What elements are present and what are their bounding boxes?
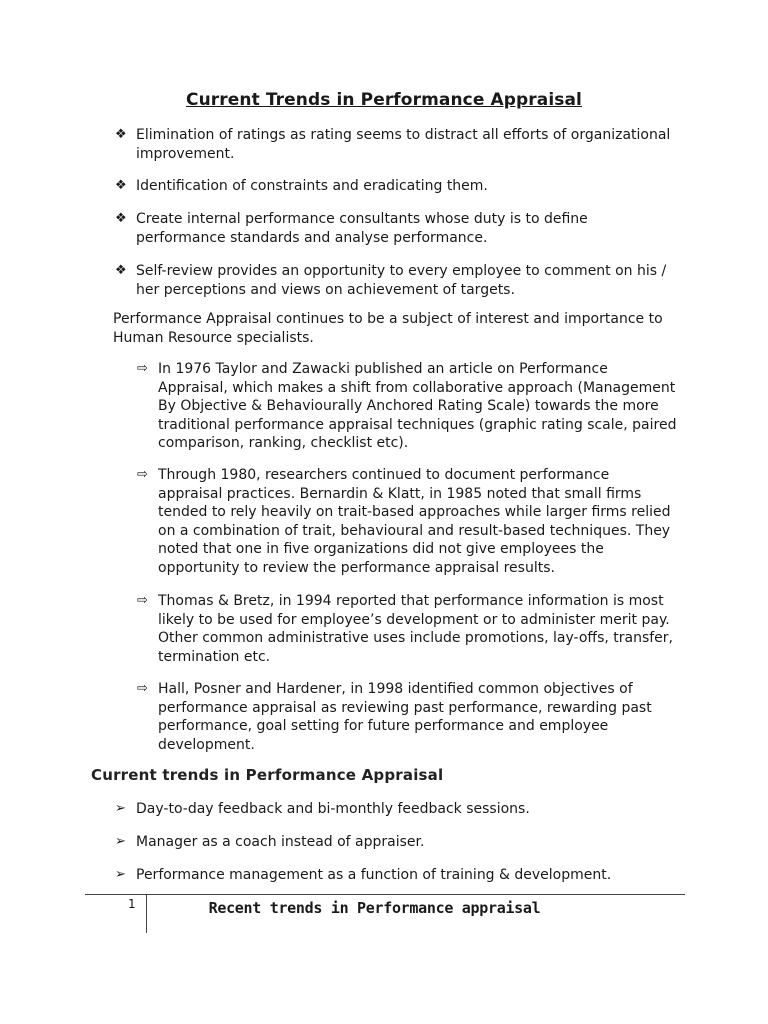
list-item: [115, 833, 675, 852]
list-item: [115, 800, 675, 819]
list-item: [137, 360, 677, 453]
list-item-text: Thomas & Bretz, in 1994 reported that performance information is most likely to be used for employee’s development or to administer merit pay. Other common administrative uses include promotions, lay-offs, transfer, termination etc.: [158, 593, 674, 665]
arrow-bullet-icon: ⇨: [137, 681, 148, 696]
triangle-bullet-icon: ➢: [115, 834, 126, 849]
list-item: [137, 466, 677, 577]
section-subheading: Current trends in Performance Appraisal: [91, 766, 444, 784]
list-item-text: Hall, Posner and Hardener, in 1998 identified common objectives of performance appraisal as reviewing past performance, rewarding past performance, goal setting for future performance and employee development.: [158, 681, 652, 753]
list-item-text: Create internal performance consultants whose duty is to define performance standards and analyse performance.: [136, 211, 588, 246]
list-item: [137, 592, 677, 666]
page-title: Current Trends in Performance Appraisal: [186, 90, 582, 110]
list-item-text: Manager as a coach instead of appraiser.: [136, 834, 425, 850]
diamond-bullet-icon: ❖: [115, 178, 127, 193]
list-item: [115, 177, 675, 196]
list-item-text: Through 1980, researchers continued to document performance appraisal practices. Bernardin & Klatt, in 1985 noted that small firms tended to rely heavily on trait-based approaches while larger firms relied on a combination of trait, behavioural and result-based techniques. They noted that one in five organizations did not give employees the opportunity to review the performance appraisal results.: [158, 467, 671, 576]
triangle-bullet-icon: ➢: [115, 867, 126, 882]
arrow-bullet-icon: ⇨: [137, 361, 148, 376]
list-item: [137, 680, 677, 754]
list-item: [115, 866, 675, 885]
intro-paragraph: Performance Appraisal continues to be a subject of interest and importance to Human Resource specialists.: [113, 311, 663, 346]
list-item-text: Identification of constraints and eradicating them.: [136, 178, 488, 194]
footer-title: Recent trends in Performance appraisal: [208, 899, 541, 917]
arrow-bullet-icon: ⇨: [137, 593, 148, 608]
list-item-text: In 1976 Taylor and Zawacki published an article on Performance Appraisal, which makes a shift from collaborative approach (Management By Objective & Behaviourally Anchored Rating Scale) towards the more traditional performance appraisal techniques (graphic rating scale, paired comparison, ranking, checklist etc).: [158, 361, 677, 451]
list-item-text: Performance management as a function of training & development.: [136, 867, 612, 883]
list-item: [115, 210, 675, 247]
triangle-bullet-icon: ➢: [115, 801, 126, 816]
list-item: [115, 262, 675, 299]
arrow-bullet-icon: ⇨: [137, 467, 148, 482]
diamond-bullet-icon: ❖: [115, 263, 127, 278]
list-item-text: Day-to-day feedback and bi-monthly feedback sessions.: [136, 801, 530, 817]
diamond-bullet-icon: ❖: [115, 127, 127, 142]
page-number: 1: [128, 897, 136, 911]
diamond-bullet-icon: ❖: [115, 211, 127, 226]
footer-divider: [85, 894, 685, 895]
list-item-text: Self-review provides an opportunity to every employee to comment on his / her perceptions and views on achievement of targets.: [136, 263, 667, 298]
list-item-text: Elimination of ratings as rating seems to distract all efforts of organizational improvement.: [136, 127, 671, 162]
list-item: [115, 126, 675, 163]
